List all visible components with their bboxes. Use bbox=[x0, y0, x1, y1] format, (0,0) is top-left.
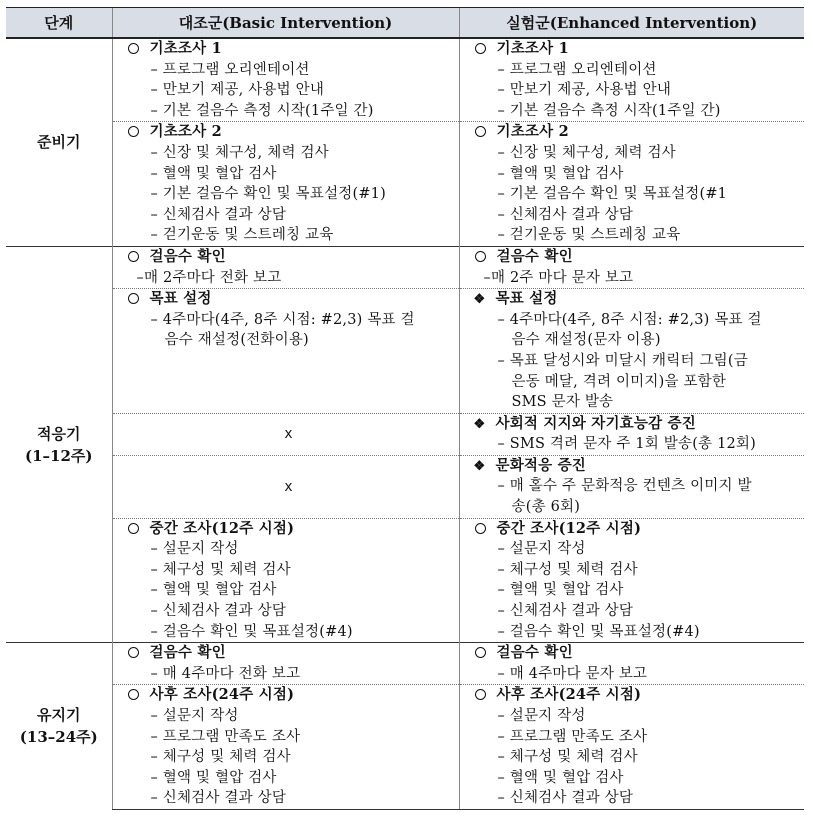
circle-bullet-icon bbox=[475, 647, 486, 658]
block-title: 사후 조사(24주 시점) bbox=[149, 686, 295, 704]
circle-bullet-icon bbox=[128, 43, 139, 54]
block-title: 목표 설정 bbox=[149, 290, 212, 308]
list-item: 송(총 6회) bbox=[511, 499, 581, 516]
list-item: – 설문지 작성 bbox=[497, 541, 586, 558]
block-title: 사회적 지지와 자기효능감 증진 bbox=[495, 414, 696, 432]
list-item: – 신체검사 결과 상담 bbox=[497, 790, 634, 807]
list-item: – 프로그램 만족도 조사 bbox=[150, 728, 301, 745]
diamond-bullet-icon: ❖ bbox=[473, 292, 486, 308]
list-item: – 프로그램 만족도 조사 bbox=[497, 728, 648, 745]
stage-adapt-range: (1–12주) bbox=[25, 446, 93, 465]
block-title: 걸음수 확인 bbox=[496, 644, 573, 662]
list-item: 음수 재설정(문자 이용) bbox=[511, 332, 661, 349]
circle-bullet-icon bbox=[475, 126, 486, 137]
list-item: – 만보기 제공, 사용법 안내 bbox=[497, 82, 672, 99]
adapt-row-4 bbox=[6, 455, 804, 518]
adapt-row-5 bbox=[6, 518, 804, 643]
header-stage: 단계 bbox=[6, 8, 112, 39]
diamond-bullet-icon: ❖ bbox=[473, 458, 486, 474]
list-item: – 체구성 및 체력 검사 bbox=[150, 561, 291, 578]
list-item: – 설문지 작성 bbox=[497, 708, 586, 724]
adapt-goal-control bbox=[112, 289, 459, 414]
block-title: 기초조사 2 bbox=[149, 123, 222, 141]
adapt-culture-control-empty bbox=[112, 455, 459, 518]
list-item: – 프로그램 오리엔테이션 bbox=[150, 61, 310, 78]
circle-bullet-icon bbox=[128, 126, 139, 137]
list-item: – 혈액 및 혈압 검사 bbox=[150, 769, 277, 786]
list-item: – 걷기운동 및 스트레칭 교육 bbox=[497, 227, 681, 244]
stage-maint-label: 유지기 bbox=[37, 706, 81, 725]
prep-row-1 bbox=[6, 38, 804, 122]
stage-maint-range: (13–24주) bbox=[19, 728, 98, 747]
circle-bullet-icon bbox=[475, 689, 486, 700]
adapt-row-1 bbox=[6, 246, 804, 288]
list-item: – 매 홀수 주 문화적응 컨텐츠 이미지 발 bbox=[497, 478, 752, 495]
block-title: 걸음수 확인 bbox=[496, 247, 573, 265]
block-title: 기초조사 2 bbox=[496, 123, 569, 141]
stage-adapt-label: 적응기 bbox=[37, 424, 81, 443]
circle-bullet-icon bbox=[128, 647, 139, 658]
block-title: 사후 조사(24주 시점) bbox=[496, 686, 642, 704]
list-item: SMS 문자 발송 bbox=[511, 394, 614, 411]
list-item: – 목표 달성시와 미달시 캐릭터 그림(금 bbox=[497, 352, 748, 369]
circle-bullet-icon bbox=[475, 251, 486, 262]
list-item: – 기본 걸음수 확인 및 목표설정(#1) bbox=[150, 186, 386, 203]
block-title: 중간 조사(12주 시점) bbox=[149, 519, 295, 537]
list-item: – 신체검사 결과 상담 bbox=[497, 206, 634, 223]
circle-bullet-icon bbox=[128, 523, 139, 534]
adapt-row-2 bbox=[6, 289, 804, 414]
not-applicable-mark: x bbox=[284, 426, 293, 443]
maint-steps-control bbox=[112, 643, 459, 685]
list-item: – 신체검사 결과 상담 bbox=[497, 603, 634, 620]
stage-adapt bbox=[6, 246, 112, 642]
list-item: – 4주마다(4주, 8주 시점: #2,3) 목표 걸 bbox=[150, 311, 415, 328]
prep-row-2 bbox=[6, 122, 804, 247]
prep-baseline1-control bbox=[112, 38, 459, 122]
circle-bullet-icon bbox=[128, 689, 139, 700]
adapt-social-control-empty bbox=[112, 413, 459, 455]
list-item: – 매 4주마다 문자 보고 bbox=[497, 665, 648, 682]
block-title: 걸음수 확인 bbox=[149, 644, 226, 662]
block-title: 문화적응 증진 bbox=[495, 456, 586, 474]
intervention-table bbox=[6, 7, 804, 810]
maint-post-exp bbox=[459, 685, 804, 810]
prep-baseline2-exp bbox=[459, 122, 804, 247]
prep-baseline2-control bbox=[112, 122, 459, 247]
diamond-bullet-icon: ❖ bbox=[473, 416, 486, 432]
list-item: – 만보기 제공, 사용법 안내 bbox=[150, 82, 325, 99]
block-title: 기초조사 1 bbox=[496, 40, 569, 57]
block-title: 기초조사 1 bbox=[149, 40, 222, 57]
list-item: – 설문지 작성 bbox=[150, 708, 239, 724]
not-applicable-mark: x bbox=[284, 478, 293, 495]
adapt-culture-exp bbox=[459, 455, 804, 518]
circle-bullet-icon bbox=[475, 523, 486, 534]
header-row bbox=[6, 8, 804, 39]
list-item: – 기본 걸음수 측정 시작(1주일 간) bbox=[497, 102, 721, 119]
list-item: 음수 재설정(전화이용) bbox=[164, 332, 309, 349]
list-item: – 신체검사 결과 상담 bbox=[150, 790, 287, 807]
list-item: – 신장 및 체구성, 체력 검사 bbox=[150, 144, 329, 161]
list-item: – 신체검사 결과 상담 bbox=[150, 603, 287, 620]
header-control-group: 대조군(Basic Intervention) bbox=[112, 8, 459, 39]
list-item: – 매 4주마다 전화 보고 bbox=[150, 665, 301, 682]
list-item: –매 2주마다 전화 보고 bbox=[136, 269, 282, 286]
list-item: – 체구성 및 체력 검사 bbox=[497, 561, 638, 578]
list-item: – 혈액 및 혈압 검사 bbox=[497, 582, 624, 599]
list-item: – 체구성 및 체력 검사 bbox=[497, 749, 638, 766]
list-item: – 프로그램 오리엔테이션 bbox=[497, 61, 657, 78]
list-item: – 걷기운동 및 스트레칭 교육 bbox=[150, 227, 334, 244]
list-item: 은동 메달, 격려 이미지)을 포함한 bbox=[511, 373, 727, 390]
circle-bullet-icon bbox=[128, 293, 139, 304]
stage-prep bbox=[6, 38, 112, 246]
block-title: 걸음수 확인 bbox=[149, 247, 226, 265]
maint-row-1 bbox=[6, 643, 804, 685]
list-item: – 걸음수 확인 및 목표설정(#4) bbox=[497, 623, 700, 640]
block-title: 목표 설정 bbox=[495, 290, 558, 308]
list-item: – 혈액 및 혈압 검사 bbox=[497, 769, 624, 786]
adapt-goal-exp bbox=[459, 289, 804, 414]
list-item: – 신장 및 체구성, 체력 검사 bbox=[497, 144, 676, 161]
block-title: 중간 조사(12주 시점) bbox=[496, 519, 642, 537]
adapt-steps-control bbox=[112, 246, 459, 288]
list-item: – 설문지 작성 bbox=[150, 541, 239, 558]
circle-bullet-icon bbox=[128, 251, 139, 262]
adapt-mid-exp bbox=[459, 518, 804, 643]
list-item: – 기본 걸음수 확인 및 목표설정(#1 bbox=[497, 186, 728, 203]
maint-row-2 bbox=[6, 685, 804, 810]
list-item: – 기본 걸음수 측정 시작(1주일 간) bbox=[150, 102, 374, 119]
list-item: – SMS 격려 문자 주 1회 발송(총 12회) bbox=[497, 436, 756, 453]
list-item: –매 2주 마다 문자 보고 bbox=[483, 269, 634, 286]
maint-steps-exp bbox=[459, 643, 804, 685]
prep-baseline1-exp bbox=[459, 38, 804, 122]
list-item: – 혈액 및 혈압 검사 bbox=[150, 165, 277, 182]
adapt-row-3 bbox=[6, 413, 804, 455]
adapt-steps-exp bbox=[459, 246, 804, 288]
list-item: – 혈액 및 혈압 검사 bbox=[497, 165, 624, 182]
stage-prep-label: 준비기 bbox=[37, 133, 81, 152]
list-item: – 혈액 및 혈압 검사 bbox=[150, 582, 277, 599]
list-item: – 4주마다(4주, 8주 시점: #2,3) 목표 걸 bbox=[497, 311, 762, 328]
maint-post-control bbox=[112, 685, 459, 810]
list-item: – 체구성 및 체력 검사 bbox=[150, 749, 291, 766]
list-item: – 신체검사 결과 상담 bbox=[150, 206, 287, 223]
adapt-mid-control bbox=[112, 518, 459, 643]
stage-maint bbox=[6, 643, 112, 810]
header-experimental-group: 실험군(Enhanced Intervention) bbox=[459, 8, 804, 39]
list-item: – 걸음수 확인 및 목표설정(#4) bbox=[150, 623, 353, 640]
circle-bullet-icon bbox=[475, 43, 486, 54]
adapt-social-exp bbox=[459, 413, 804, 455]
